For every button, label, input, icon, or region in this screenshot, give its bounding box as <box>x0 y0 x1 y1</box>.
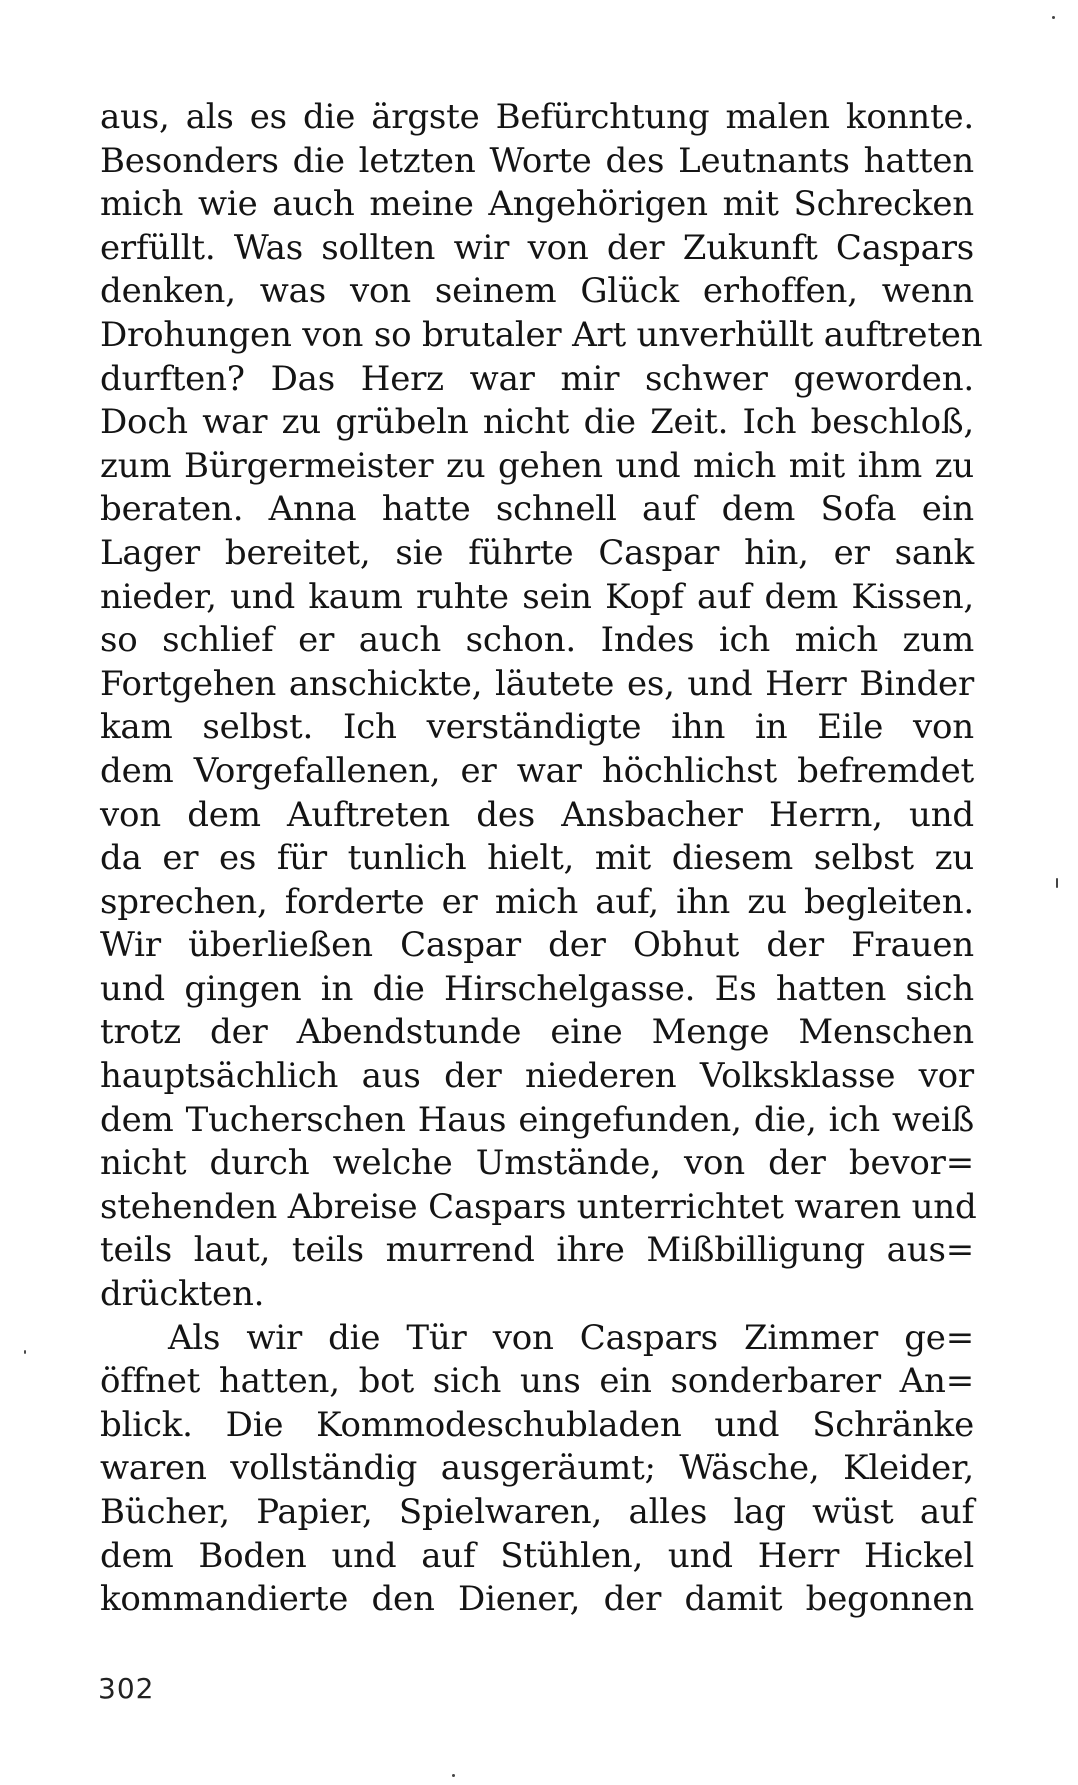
text-line: beraten. Anna hatte schnell auf dem Sofa ein <box>100 489 974 530</box>
text-line: Fortgehen anschickte, läutete es, und Herr Binder <box>100 663 974 704</box>
text-line: drückten. <box>100 1274 265 1315</box>
body-text <box>100 96 983 1622</box>
text-line: dem Vorgefallenen, er war höchlichst befremdet <box>100 750 974 791</box>
text-line: erfüllt. Was sollten wir von der Zukunft Caspars <box>100 227 974 268</box>
text-line: durften? Das Herz war mir schwer geworden. <box>100 358 974 399</box>
text-line: Doch war zu grübeln nicht die Zeit. Ich beschloß, <box>100 402 974 443</box>
text-line: aus, als es die ärgste Befürchtung malen konnte. <box>100 97 974 137</box>
text-line: da er es für tunlich hielt, mit diesem selbst zu <box>100 838 974 879</box>
text-line: kam selbst. Ich verständigte ihn in Eile von <box>100 707 974 748</box>
text-line: Lager bereitet, sie führte Caspar hin, er sank <box>100 532 974 573</box>
scan-speck <box>24 1350 26 1354</box>
text-line: waren vollständig ausgeräumt; Wäsche, Kleider, <box>100 1448 974 1489</box>
text-line: nieder, und kaum ruhte sein Kopf auf dem Kissen, <box>100 576 974 617</box>
text-line: dem Boden und auf Stühlen, und Herr Hickel <box>100 1535 974 1576</box>
scan-speck <box>452 1774 455 1777</box>
text-line: und gingen in die Hirschelgasse. Es hatten sich <box>100 968 974 1009</box>
scan-speck <box>1056 878 1058 888</box>
text-line: blick. Die Kommodeschubladen und Schränke <box>100 1404 974 1445</box>
text-line: mich wie auch meine Angehörigen mit Schrecken <box>100 184 974 225</box>
text-line: Bücher, Papier, Spielwaren, alles lag wüst auf <box>100 1492 974 1532</box>
scan-speck <box>1052 16 1055 19</box>
text-line: teils laut, teils murrend ihre Mißbilligung aus= <box>100 1230 974 1271</box>
text-line: nicht durch welche Umstände, von der bevor= <box>100 1143 974 1184</box>
text-line: Besonders die letzten Worte des Leutnants hatten <box>100 140 974 181</box>
text-line: denken, was von seinem Glück erhoffen, wenn <box>100 271 974 312</box>
text-line: sprechen, forderte er mich auf, ihn zu begleiten. <box>100 881 974 922</box>
text-line: Drohungen von so brutaler Art unverhüllt auftreten <box>100 314 983 355</box>
text-line: hauptsächlich aus der niederen Volksklasse vor <box>100 1056 974 1097</box>
text-line: öffnet hatten, bot sich uns ein sonderbarer An= <box>100 1361 974 1402</box>
text-line: stehenden Abreise Caspars unterrichtet waren und <box>100 1186 977 1227</box>
text-line: zum Bürgermeister zu gehen und mich mit ihm zu <box>100 445 974 486</box>
text-line: so schlief er auch schon. Indes ich mich zum <box>100 620 974 661</box>
text-line: kommandierte den Diener, der damit begonnen <box>100 1579 974 1620</box>
text-line: von dem Auftreten des Ansbacher Herrn, und <box>100 794 974 835</box>
text-line: trotz der Abendstunde eine Menge Menschen <box>100 1012 974 1053</box>
text-line: Als wir die Tür von Caspars Zimmer ge= <box>168 1317 974 1358</box>
page-number: 302 <box>98 1672 155 1705</box>
text-line: Wir überließen Caspar der Obhut der Frauen <box>100 925 974 966</box>
text-line: dem Tucherschen Haus eingefunden, die, ich weiß <box>100 1099 974 1140</box>
